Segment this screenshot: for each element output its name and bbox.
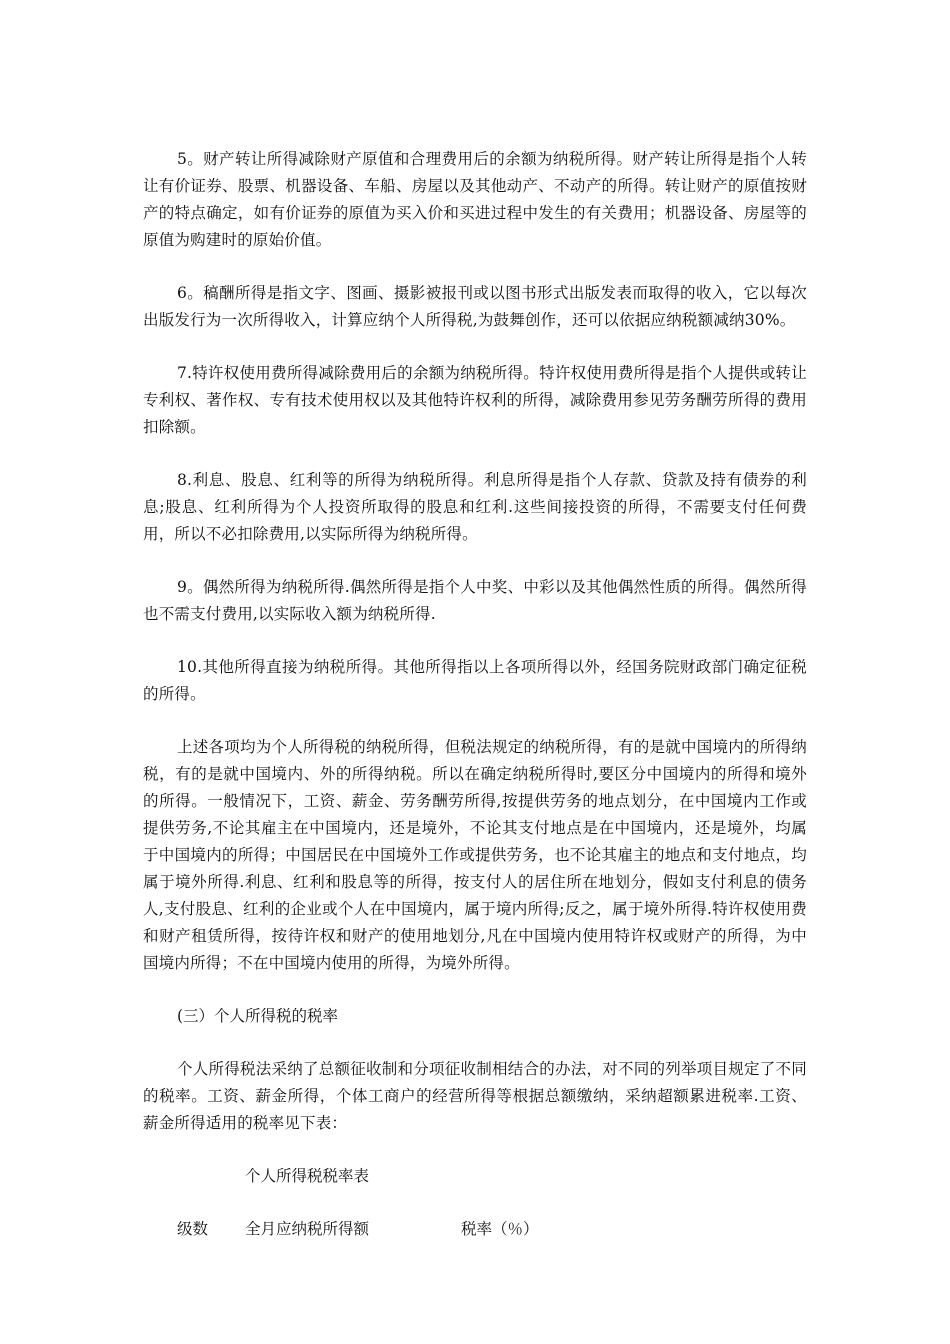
paragraph-interest-dividend: 8.利息、股息、红利等的所得为纳税所得。利息所得是指个人存款、贷款及持有债券的利息;股息、红利所得为个人投资所取得的股息和红利.这些间接投资的所得，不需要支付任何费用，所以不必扣除费用,以实际所得为纳税所得。: [143, 471, 807, 543]
document-body: [143, 146, 807, 1243]
paragraph-franchise-fee: 7.特许权使用费所得减除费用后的余额为纳税所得。特许权使用费所得是指个人提供或转让专利权、著作权、专有技术使用权以及其他特许权利的所得，减除费用参见劳务酬劳所得的费用扣除额。: [143, 364, 807, 436]
table-header-taxable-income: 全月应纳税所得额: [245, 1220, 370, 1238]
paragraph-royalty-income: 6。稿酬所得是指文字、图画、摄影被报刊或以图书形式出版发表而取得的收入，它以每次出版发行为一次所得收入，计算应纳个人所得税,为鼓舞创作，还可以依据应纳税额减纳30%。: [143, 284, 807, 329]
table-header-row: [143, 1216, 807, 1243]
paragraph-domestic-foreign: 上述各项均为个人所得税的纳税所得，但税法规定的纳税所得，有的是就中国境内的所得纳税，有的是就中国境内、外的所得纳税。所以在确定纳税所得时,要区分中国境内的所得和境外的所得。一般情况下，工资、薪金、劳务酬劳所得,按提供劳务的地点划分，在中国境内工作或提供劳务,不论其雇主在中国境内，还是境外，不论其支付地点是在中国境内，还是境外，均属于中国境内的所得；中国居民在中国境外工作或提供劳务，也不论其雇主的地点和支付地点，均属于境外所得.利息、红利和股息等的所得，按支付人的居住所在地划分，假如支付利息的债务人,支付股息、红利的企业或个人在中国境内，属于境内所得;反之，属于境外所得.特许权使用费和财产租赁所得，按待许权和财产的使用地划分,凡在中国境内使用特许权或财产的所得，为中国境内所得；不在中国境内使用的所得，为境外所得。: [143, 738, 807, 972]
section-heading: (三）个人所得税的税率: [177, 1007, 339, 1025]
paragraph-incidental-income: 9。偶然所得为纳税所得.偶然所得是指个人中奖、中彩以及其他偶然性质的所得。偶然所得也不需支付费用,以实际收入额为纳税所得.: [143, 578, 807, 623]
table-title: 个人所得税税率表: [245, 1167, 370, 1185]
paragraph-other-income: 10.其他所得直接为纳税所得。其他所得指以上各项所得以外，经国务院财政部门确定征税的所得。: [143, 658, 807, 703]
table-header-level: 级数: [177, 1220, 209, 1238]
table-header-rate: 税率（％）: [461, 1220, 539, 1238]
paragraph-tax-rate: 个人所得税法采纳了总额征收制和分项征收制相结合的办法，对不同的列举项目规定了不同的税率。工资、薪金所得，个体工商户的经营所得等根据总额缴纳，采纳超额累进税率.工资、薪金所得适用的税率见下表：: [143, 1060, 807, 1132]
paragraph-property-transfer: 5。财产转让所得减除财产原值和合理费用后的余额为纳税所得。财产转让所得是指个人转让有价证券、股票、机器设备、车船、房屋以及其他动产、不动产的所得。转让财产的原值按财产的特点确定，如有价证券的原值为买入价和买进过程中发生的有关费用；机器设备、房屋等的原值为购建时的原始价值。: [143, 150, 807, 249]
